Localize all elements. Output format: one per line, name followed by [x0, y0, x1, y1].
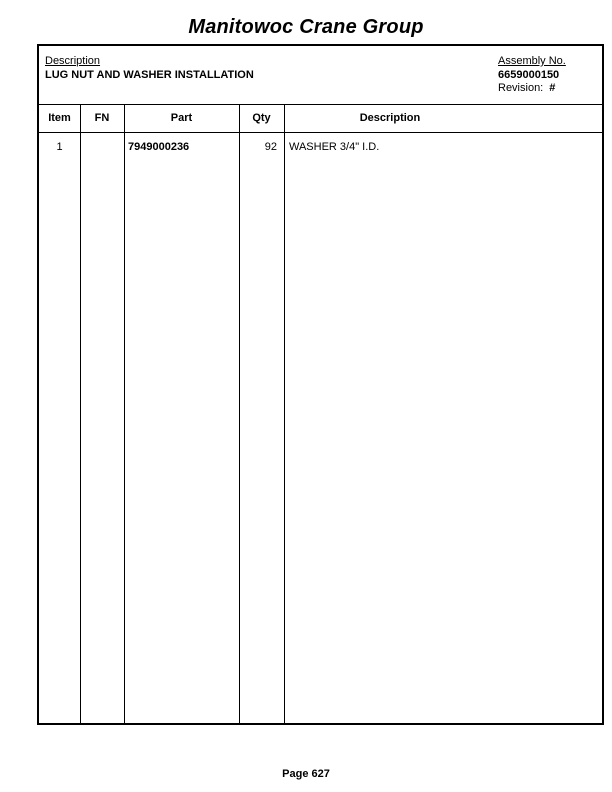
column-divider	[80, 104, 81, 723]
column-header-item: Item	[48, 112, 71, 124]
row-part-number: 7949000236	[128, 141, 190, 153]
row-quantity: 92	[264, 141, 277, 153]
parts-list-box	[37, 44, 604, 725]
revision-row	[498, 82, 555, 94]
description-value: LUG NUT AND WASHER INSTALLATION	[45, 69, 254, 81]
revision-value: #	[549, 82, 556, 94]
description-label: Description	[45, 55, 101, 67]
assembly-label: Assembly No.	[498, 55, 566, 67]
column-divider	[124, 104, 125, 723]
column-divider	[284, 104, 285, 723]
column-header-part: Part	[170, 112, 193, 124]
page-number: Page 627	[282, 768, 330, 780]
column-header-qty: Qty	[252, 112, 271, 124]
revision-label: Revision:	[498, 82, 544, 94]
company-title: Manitowoc Crane Group	[188, 16, 424, 38]
assembly-number: 6659000150	[498, 69, 560, 81]
assembly-header	[39, 46, 602, 105]
column-divider	[239, 104, 240, 723]
row-item: 1	[56, 141, 63, 153]
column-header-description: Description	[359, 112, 421, 124]
column-header-fn: FN	[94, 112, 110, 124]
row-description: WASHER 3/4" I.D.	[289, 141, 380, 153]
